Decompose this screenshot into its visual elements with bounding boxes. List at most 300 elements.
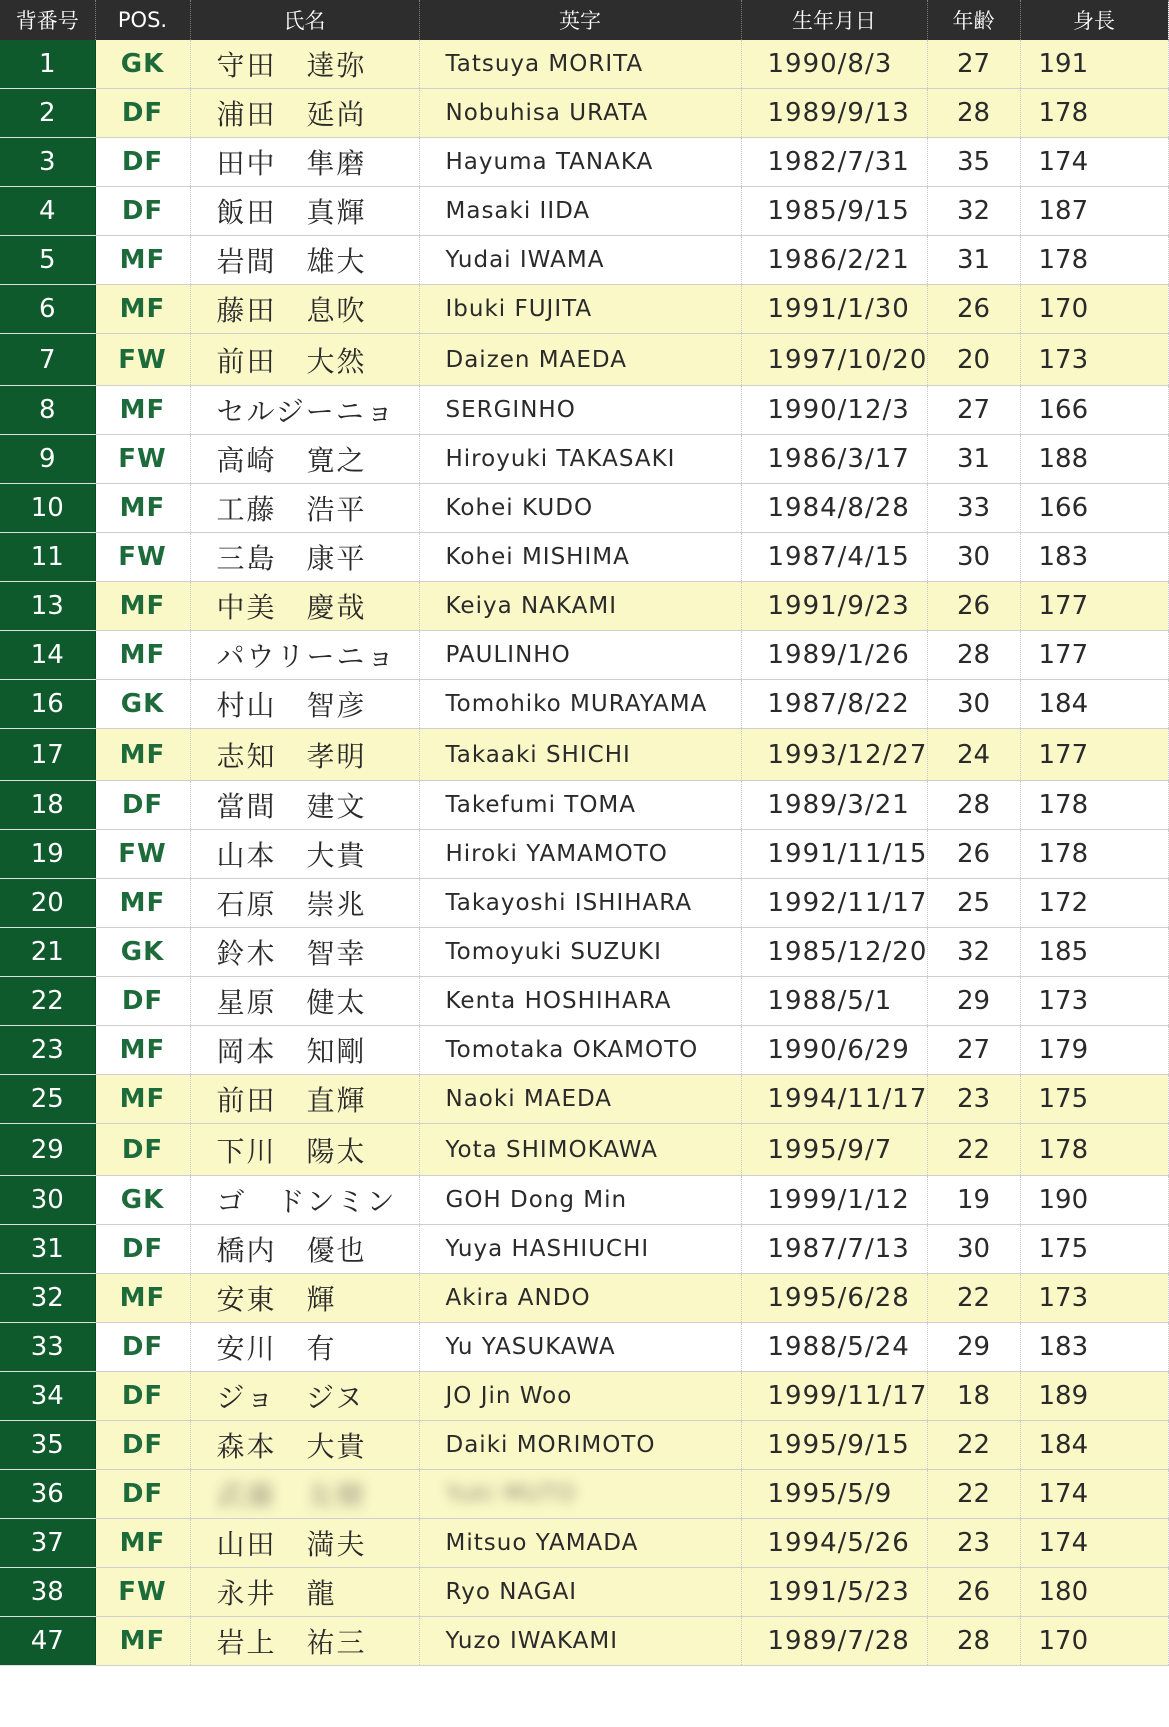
player-roman-name: Tatsuya MORITA — [445, 51, 644, 77]
header-row — [0, 0, 1168, 40]
player-height-cell — [1020, 1274, 1168, 1323]
player-height-cell — [1020, 1519, 1168, 1568]
player-number-cell — [0, 1568, 95, 1617]
player-position-cell — [95, 1274, 190, 1323]
player-name: 田中 隼磨 — [216, 147, 367, 180]
player-height: 178 — [1038, 839, 1089, 869]
table-row[interactable] — [0, 484, 1168, 533]
player-name: 飯田 真輝 — [216, 196, 367, 229]
player-name: 安川 有 — [216, 1332, 337, 1365]
player-age: 33 — [956, 493, 991, 523]
player-height: 173 — [1038, 986, 1089, 1016]
player-height: 174 — [1038, 1528, 1089, 1558]
player-roman-name-cell — [419, 138, 741, 187]
player-age: 23 — [956, 1528, 991, 1558]
table-row[interactable] — [0, 1124, 1168, 1176]
player-age-cell — [927, 680, 1020, 729]
player-height-cell — [1020, 1617, 1168, 1666]
player-roman-name-cell — [419, 1075, 741, 1124]
player-position-cell — [95, 533, 190, 582]
table-row[interactable] — [0, 1323, 1168, 1372]
player-height: 178 — [1038, 790, 1089, 820]
player-name: 守田 達弥 — [216, 49, 367, 82]
player-number-cell — [0, 1519, 95, 1568]
player-name-cell — [190, 830, 419, 879]
player-name-cell — [190, 89, 419, 138]
player-age: 27 — [956, 1035, 991, 1065]
table-row[interactable] — [0, 928, 1168, 977]
player-position: DF — [121, 1134, 164, 1165]
player-position: MF — [119, 1528, 166, 1558]
player-birth-date-cell — [741, 631, 927, 680]
player-height: 172 — [1038, 888, 1089, 918]
player-age: 26 — [956, 1577, 991, 1607]
player-age: 26 — [956, 294, 991, 324]
player-name-cell — [190, 928, 419, 977]
player-height-cell — [1020, 1225, 1168, 1274]
player-roman-name-cell — [419, 1372, 741, 1421]
player-age-cell — [927, 435, 1020, 484]
player-roman-name-cell — [419, 1026, 741, 1075]
table-row[interactable] — [0, 1421, 1168, 1470]
table-row[interactable] — [0, 138, 1168, 187]
player-name: 森本 大貴 — [216, 1430, 367, 1463]
player-birth-date-cell — [741, 781, 927, 830]
player-birth-date-cell — [741, 582, 927, 631]
player-name-cell — [190, 1470, 419, 1519]
player-birth-date-cell — [741, 386, 927, 435]
table-row[interactable] — [0, 236, 1168, 285]
player-height: 183 — [1038, 1332, 1089, 1362]
player-age: 30 — [956, 542, 991, 572]
player-age: 22 — [956, 1430, 991, 1460]
player-position-cell — [95, 879, 190, 928]
player-roman-name: Tomohiko MURAYAMA — [445, 691, 708, 717]
player-roman-name: Nobuhisa URATA — [445, 100, 649, 126]
player-name-cell — [190, 1568, 419, 1617]
player-position: GK — [120, 689, 165, 719]
table-row[interactable] — [0, 40, 1168, 89]
player-birth-date-cell — [741, 680, 927, 729]
player-age-cell — [927, 830, 1020, 879]
table-row[interactable] — [0, 386, 1168, 435]
player-age: 29 — [956, 986, 991, 1016]
player-birth-date-cell — [741, 928, 927, 977]
table-row[interactable] — [0, 781, 1168, 830]
player-number: 6 — [38, 294, 56, 324]
player-position-cell — [95, 1421, 190, 1470]
player-name-cell — [190, 435, 419, 484]
player-birth-date-cell — [741, 285, 927, 334]
table-row[interactable] — [0, 1026, 1168, 1075]
table-row[interactable] — [0, 533, 1168, 582]
player-roman-name: Hayuma TANAKA — [445, 149, 654, 175]
column-header-name[interactable]: 氏名 — [190, 0, 419, 40]
player-birth-date-cell — [741, 435, 927, 484]
player-roman-name-cell — [419, 89, 741, 138]
player-number: 2 — [38, 98, 56, 128]
player-name: 藤田 息吹 — [216, 294, 367, 327]
player-position: MF — [119, 888, 166, 918]
player-birth-date: 1987/8/22 — [767, 689, 910, 719]
player-name-cell — [190, 1176, 419, 1225]
player-position: MF — [119, 739, 166, 770]
player-birth-date: 1984/8/28 — [767, 493, 910, 523]
player-height: 184 — [1038, 1430, 1089, 1460]
player-age-cell — [927, 1026, 1020, 1075]
player-birth-date: 1994/5/26 — [767, 1528, 910, 1558]
player-position-cell — [95, 1617, 190, 1666]
player-birth-date: 1991/5/23 — [767, 1577, 910, 1607]
player-name-cell — [190, 236, 419, 285]
player-birth-date-cell — [741, 187, 927, 236]
player-birth-date: 1982/7/31 — [767, 147, 910, 177]
player-position-cell — [95, 928, 190, 977]
player-birth-date: 1987/7/13 — [767, 1234, 910, 1264]
player-roman-name: PAULINHO — [445, 642, 571, 668]
player-age: 19 — [956, 1185, 991, 1215]
table-row[interactable] — [0, 334, 1168, 386]
player-number: 8 — [38, 395, 56, 425]
player-age-cell — [927, 1617, 1020, 1666]
table-row[interactable] — [0, 1225, 1168, 1274]
player-birth-date: 1995/9/7 — [767, 1134, 893, 1165]
player-number-cell — [0, 1274, 95, 1323]
player-number-cell — [0, 435, 95, 484]
table-row[interactable] — [0, 1176, 1168, 1225]
player-roman-name-cell — [419, 582, 741, 631]
player-age: 27 — [956, 395, 991, 425]
column-header-position[interactable]: POS. — [95, 0, 190, 40]
player-position-cell — [95, 781, 190, 830]
player-birth-date-cell — [741, 729, 927, 781]
player-position-cell — [95, 830, 190, 879]
player-name: 下川 陽太 — [216, 1134, 367, 1168]
player-roman-name: Akira ANDO — [445, 1285, 591, 1311]
player-roman-name: Yuya HASHIUCHI — [445, 1236, 650, 1262]
player-birth-date: 1995/5/9 — [767, 1479, 893, 1509]
player-number: 37 — [30, 1528, 64, 1558]
player-birth-date-cell — [741, 977, 927, 1026]
player-number-cell — [0, 1421, 95, 1470]
player-age-cell — [927, 1176, 1020, 1225]
player-roman-name: Naoki MAEDA — [445, 1086, 613, 1112]
player-position: GK — [120, 937, 165, 967]
player-birth-date: 1988/5/1 — [767, 986, 893, 1016]
column-header-roman[interactable]: 英字 — [419, 0, 741, 40]
player-birth-date-cell — [741, 830, 927, 879]
player-position-cell — [95, 89, 190, 138]
player-age-cell — [927, 928, 1020, 977]
player-height: 183 — [1038, 542, 1089, 572]
player-name: パウリーニョ — [216, 640, 397, 673]
player-age-cell — [927, 1372, 1020, 1421]
player-number: 5 — [38, 245, 56, 275]
table-row[interactable] — [0, 1075, 1168, 1124]
player-age-cell — [927, 138, 1020, 187]
player-name: 岩間 雄大 — [216, 245, 367, 278]
player-position: DF — [121, 1234, 164, 1264]
player-number: 1 — [38, 49, 56, 79]
player-number-cell — [0, 1225, 95, 1274]
player-birth-date-cell — [741, 1075, 927, 1124]
column-header-age[interactable]: 年齢 — [927, 0, 1020, 40]
player-height: 191 — [1038, 49, 1089, 79]
player-height: 178 — [1038, 98, 1089, 128]
player-roman-name-cell — [419, 928, 741, 977]
player-position-cell — [95, 1372, 190, 1421]
player-position: MF — [119, 640, 166, 670]
player-age: 23 — [956, 1084, 991, 1114]
player-name: 安東 輝 — [216, 1283, 337, 1316]
player-number-cell — [0, 1176, 95, 1225]
player-name-cell — [190, 1421, 419, 1470]
player-name-cell — [190, 1323, 419, 1372]
player-name: 岩上 祐三 — [216, 1626, 367, 1659]
player-roman-name-cell — [419, 1176, 741, 1225]
player-number: 25 — [30, 1084, 64, 1114]
player-height-cell — [1020, 187, 1168, 236]
player-height: 174 — [1038, 1479, 1089, 1509]
player-height: 175 — [1038, 1084, 1089, 1114]
player-number-cell — [0, 582, 95, 631]
player-name-cell — [190, 138, 419, 187]
player-height-cell — [1020, 879, 1168, 928]
player-height: 166 — [1038, 493, 1089, 523]
player-height-cell — [1020, 484, 1168, 533]
player-birth-date-cell — [741, 1568, 927, 1617]
player-age-cell — [927, 386, 1020, 435]
player-birth-date: 1989/1/26 — [767, 640, 910, 670]
player-birth-date: 1986/3/17 — [767, 444, 910, 474]
table-row[interactable] — [0, 1519, 1168, 1568]
player-name-cell — [190, 1372, 419, 1421]
player-position-cell — [95, 1323, 190, 1372]
player-position: MF — [119, 1626, 166, 1656]
player-birth-date: 1986/2/21 — [767, 245, 910, 275]
table-header — [0, 0, 1168, 40]
player-roman-name: Tomotaka OKAMOTO — [445, 1037, 699, 1063]
player-position: FW — [118, 344, 167, 375]
player-age-cell — [927, 1124, 1020, 1176]
player-height-cell — [1020, 1124, 1168, 1176]
table-row[interactable] — [0, 187, 1168, 236]
player-number-cell — [0, 533, 95, 582]
player-roman-name-cell — [419, 1225, 741, 1274]
table-row[interactable] — [0, 729, 1168, 781]
player-name-cell — [190, 1617, 419, 1666]
player-height: 174 — [1038, 147, 1089, 177]
player-name-cell — [190, 484, 419, 533]
player-number-cell — [0, 977, 95, 1026]
column-header-number[interactable]: 背番号 — [0, 0, 95, 40]
table-row[interactable] — [0, 879, 1168, 928]
player-number: 23 — [30, 1035, 64, 1065]
player-age-cell — [927, 781, 1020, 830]
player-birth-date-cell — [741, 533, 927, 582]
player-age-cell — [927, 582, 1020, 631]
table-row[interactable] — [0, 631, 1168, 680]
player-birth-date-cell — [741, 1323, 927, 1372]
player-name: 中美 慶哉 — [216, 591, 367, 624]
player-birth-date: 1990/12/3 — [767, 395, 910, 425]
player-birth-date-cell — [741, 1124, 927, 1176]
player-height-cell — [1020, 729, 1168, 781]
player-birth-date-cell — [741, 89, 927, 138]
column-header-birth-date[interactable]: 生年月日 — [741, 0, 927, 40]
player-roman-name-cell — [419, 1274, 741, 1323]
player-roman-name: Kohei MISHIMA — [445, 544, 630, 570]
player-roman-name: Yota SHIMOKAWA — [445, 1136, 658, 1163]
player-number-cell — [0, 1026, 95, 1075]
player-height: 177 — [1038, 640, 1089, 670]
player-number-cell — [0, 138, 95, 187]
player-roman-name-cell — [419, 879, 741, 928]
player-name: ゴ ドンミン — [216, 1185, 397, 1218]
player-position: MF — [119, 493, 166, 523]
player-position: FW — [118, 839, 167, 869]
player-age: 30 — [956, 689, 991, 719]
player-age: 31 — [956, 444, 991, 474]
player-age: 30 — [956, 1234, 991, 1264]
table-row[interactable] — [0, 1372, 1168, 1421]
player-position-cell — [95, 285, 190, 334]
player-position: DF — [121, 147, 164, 177]
player-name: 鈴木 智幸 — [216, 937, 367, 970]
player-birth-date: 1989/7/28 — [767, 1626, 910, 1656]
player-roman-name-cell — [419, 386, 741, 435]
player-position-cell — [95, 236, 190, 285]
player-birth-date-cell — [741, 1421, 927, 1470]
player-name-cell — [190, 680, 419, 729]
player-height-cell — [1020, 680, 1168, 729]
player-birth-date-cell — [741, 40, 927, 89]
player-name-cell — [190, 781, 419, 830]
player-number-cell — [0, 680, 95, 729]
player-birth-date: 1999/11/17 — [767, 1381, 928, 1411]
player-height: 177 — [1038, 739, 1089, 770]
player-position: DF — [121, 1479, 164, 1509]
player-roman-name: Yuzo IWAKAMI — [445, 1628, 618, 1654]
player-height-cell — [1020, 830, 1168, 879]
player-number: 30 — [30, 1185, 64, 1215]
player-roman-name: Yu YASUKAWA — [445, 1334, 616, 1360]
table-row[interactable] — [0, 1470, 1168, 1519]
player-position: DF — [121, 1430, 164, 1460]
column-header-height[interactable]: 身長 — [1020, 0, 1168, 40]
player-birth-date: 1991/11/15 — [767, 839, 928, 869]
player-age-cell — [927, 879, 1020, 928]
player-position: MF — [119, 294, 166, 324]
player-height: 188 — [1038, 444, 1089, 474]
player-height: 173 — [1038, 344, 1089, 375]
table-body — [0, 40, 1168, 1666]
player-number: 32 — [30, 1283, 64, 1313]
player-birth-date: 1997/10/20 — [767, 344, 928, 375]
table-row[interactable] — [0, 680, 1168, 729]
player-number: 3 — [38, 147, 56, 177]
player-number: 47 — [30, 1626, 64, 1656]
player-number-cell — [0, 285, 95, 334]
player-birth-date: 1992/11/17 — [767, 888, 928, 918]
player-birth-date-cell — [741, 1470, 927, 1519]
player-name-cell — [190, 631, 419, 680]
player-roman-name-cell — [419, 1519, 741, 1568]
player-number-cell — [0, 187, 95, 236]
player-age: 22 — [956, 1479, 991, 1509]
player-roman-name: Kohei KUDO — [445, 495, 594, 521]
table-row[interactable] — [0, 89, 1168, 138]
player-position-cell — [95, 1519, 190, 1568]
player-number-cell — [0, 1323, 95, 1372]
player-number: 10 — [30, 493, 64, 523]
player-name: 山本 大貴 — [216, 839, 367, 872]
table-row[interactable] — [0, 1274, 1168, 1323]
player-birth-date-cell — [741, 484, 927, 533]
player-roman-name-cell — [419, 435, 741, 484]
player-roman-name-cell — [419, 285, 741, 334]
table-row[interactable] — [0, 977, 1168, 1026]
player-name: 岡本 知剛 — [216, 1035, 367, 1068]
player-height: 187 — [1038, 196, 1089, 226]
table-row[interactable] — [0, 1617, 1168, 1666]
player-height-cell — [1020, 435, 1168, 484]
player-name: 志知 孝明 — [216, 739, 367, 773]
player-age-cell — [927, 484, 1020, 533]
player-number: 22 — [30, 986, 64, 1016]
player-name: 前田 大然 — [216, 344, 367, 378]
player-height: 185 — [1038, 937, 1089, 967]
player-name: 工藤 浩平 — [216, 493, 367, 526]
player-age: 20 — [956, 344, 991, 375]
player-height: 189 — [1038, 1381, 1089, 1411]
player-birth-date-cell — [741, 1519, 927, 1568]
table-row[interactable] — [0, 582, 1168, 631]
table-row[interactable] — [0, 1568, 1168, 1617]
player-roman-name: Takayoshi ISHIHARA — [445, 890, 693, 916]
player-height: 173 — [1038, 1283, 1089, 1313]
player-height: 170 — [1038, 294, 1089, 324]
player-position: MF — [119, 591, 166, 621]
table-row[interactable] — [0, 435, 1168, 484]
player-number-cell — [0, 1372, 95, 1421]
player-age: 28 — [956, 98, 991, 128]
player-number-cell — [0, 1124, 95, 1176]
player-number: 11 — [30, 542, 64, 572]
player-age-cell — [927, 1568, 1020, 1617]
player-name: 橋内 優也 — [216, 1234, 367, 1267]
player-name: 浦田 延尚 — [216, 98, 367, 131]
player-roman-name: JO Jin Woo — [445, 1383, 573, 1409]
table-row[interactable] — [0, 830, 1168, 879]
player-name-cell — [190, 334, 419, 386]
player-birth-date: 1994/11/17 — [767, 1084, 928, 1114]
player-position-cell — [95, 1176, 190, 1225]
table-row[interactable] — [0, 285, 1168, 334]
player-name: 武藤 友樹 — [216, 1479, 367, 1512]
player-name-cell — [190, 1124, 419, 1176]
player-position-cell — [95, 386, 190, 435]
player-age-cell — [927, 1323, 1020, 1372]
player-age: 25 — [956, 888, 991, 918]
player-birth-date-cell — [741, 879, 927, 928]
player-age-cell — [927, 1421, 1020, 1470]
player-number: 13 — [30, 591, 64, 621]
player-age-cell — [927, 533, 1020, 582]
player-position-cell — [95, 334, 190, 386]
player-height: 170 — [1038, 1626, 1089, 1656]
player-height-cell — [1020, 89, 1168, 138]
